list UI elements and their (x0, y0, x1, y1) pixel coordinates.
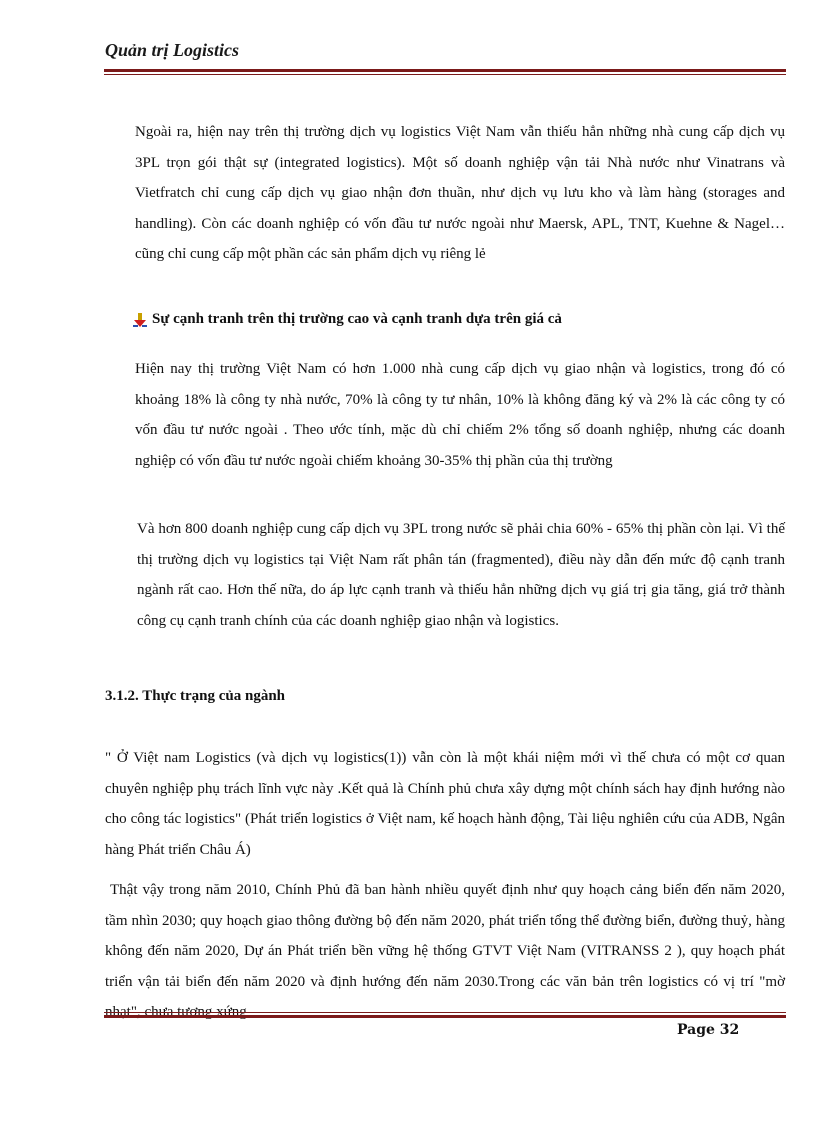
bullet-heading-text: Sự cạnh tranh trên thị trường cao và cạnh tranh dựa trên giá cả (152, 311, 562, 327)
header-rule (104, 69, 786, 75)
bullet-heading (132, 311, 562, 328)
page-number: Page 32 (677, 1022, 740, 1038)
paragraph-1: Ngoài ra, hiện nay trên thị trường dịch vụ logistics Việt Nam vẫn thiếu hẳn những nhà cung cấp dịch vụ 3PL trọn gói thật sự (integrated logistics). Một số doanh nghiệp vận tải Nhà nước như Vinatrans và Vietfratch chỉ cung cấp dịch vụ giao nhận đơn thuần, như dịch vụ lưu kho và làm hàng (storages and handling). Còn các doanh nghiệp có vốn đầu tư nước ngoài như Maersk, APL, TNT, Kuehne & Nagel… cũng chỉ cung cấp một phần các sản phẩm dịch vụ riêng lẻ (135, 124, 785, 263)
paragraph-5: Thật vậy trong năm 2010, Chính Phủ đã ban hành nhiều quyết định như quy hoạch cảng biển đến năm 2020, tầm nhìn 2030; quy hoạch giao thông đường bộ đến năm 2020, phát triển tổng thể đường biển, đường thuỷ, hàng không đến năm 2020, Dự án Phát triển bền vững hệ thống GTVT Việt Nam (VITRANSS 2 ), quy hoạch phát triển vận tải biển đến năm 2020 và định hướng đến năm 2030.Trong các văn bản trên logistics có vị trí "mờ (105, 882, 785, 990)
section-heading: 3.1.2. Thực trạng của ngành (105, 688, 286, 704)
paragraph-3: Và hơn 800 doanh nghiệp cung cấp dịch vụ 3PL trong nước sẽ phải chia 60% - 65% thị phần còn lại. Vì thế thị trường dịch vụ logistics tại Việt Nam rất phân tán (fragmented), điều này dẫn đến mức độ cạnh tranh ngành rất cao. Hơn thế nữa, do áp lực cạnh tranh và thiếu hẳn những dịch vụ giá trị gia tăng, giá trở thành công cụ cạnh tranh chính của các doanh nghiệp giao nhận và logistics. (137, 521, 785, 629)
paragraph-4: " Ở Việt nam Logistics (và dịch vụ logistics(1)) vẫn còn là một khái niệm mới vì thế chưa có một cơ quan chuyên nghiệp phụ trách lĩnh vực này .Kết quả là Chính phủ chưa xây dựng một chính sách hay định hướng nào cho công tác logistics" (Phát triển logistics ở Việt nam, kế hoạch hành động, Tài liệu nghiên cứu của ADB, Ngân hàng Phát triển Châu Á) (105, 750, 785, 858)
paragraph-2: Hiện nay thị trường Việt Nam có hơn 1.000 nhà cung cấp dịch vụ giao nhận và logistics, trong đó có khoảng 18% là công ty nhà nước, 70% là công ty tư nhân, 10% là không đăng ký và 2% là các công ty có vốn đầu tư nước ngoài . Theo ước tính, mặc dù chỉ chiếm 2% tổng số doanh nghiệp, nhưng các doanh nghiệp có vốn đầu tư nước ngoài chiếm khoảng 30-35% thị phần của thị trường (135, 361, 785, 469)
footer-rule (104, 1012, 786, 1018)
arrow-down-icon (132, 312, 148, 328)
page-header-title: Quản trị Logistics (105, 40, 240, 60)
